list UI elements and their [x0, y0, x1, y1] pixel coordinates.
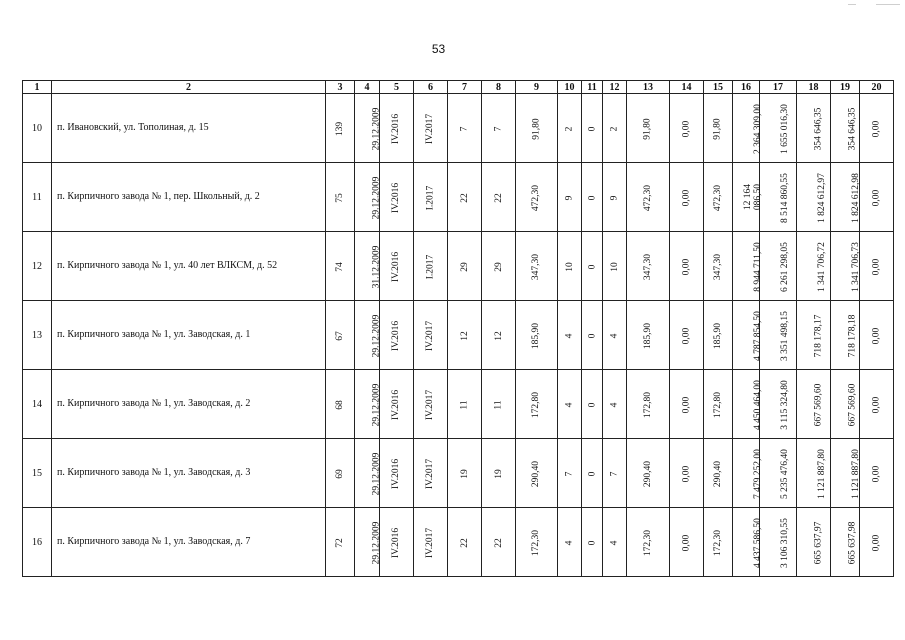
cell-value: 0,00	[871, 534, 882, 551]
cell-value: 1 824 612,98	[850, 172, 861, 223]
column-number: 11	[582, 81, 603, 94]
cell-value: 0,00	[871, 258, 882, 275]
value-cell	[326, 439, 355, 508]
cell-value: 7	[459, 126, 470, 131]
cell-value: 0,00	[681, 396, 692, 413]
cell-value: IV.2016	[391, 527, 402, 558]
cell-value: 4	[564, 402, 575, 407]
cell-value: 172,30	[713, 529, 723, 556]
cell-value: 29	[459, 261, 470, 272]
row-number-cell: 12	[23, 232, 52, 301]
value-cell	[414, 232, 448, 301]
column-number: 5	[380, 81, 414, 94]
value-cell	[326, 94, 355, 163]
value-cell	[733, 301, 763, 370]
value-cell	[355, 301, 380, 370]
value-cell	[558, 439, 582, 508]
value-cell	[670, 370, 704, 439]
value-cell	[627, 232, 670, 301]
cell-value: 172,80	[643, 391, 653, 418]
value-cell	[670, 94, 704, 163]
value-cell	[797, 439, 831, 508]
cell-value: 68	[335, 399, 345, 410]
value-cell	[860, 508, 894, 577]
value-cell	[380, 439, 414, 508]
cell-value: IV.2017	[425, 113, 436, 144]
value-cell	[627, 508, 670, 577]
cell-value: 0,00	[681, 327, 692, 344]
row-number-cell: 16	[23, 508, 52, 577]
column-number: 1	[23, 81, 52, 94]
cell-value: 1 341 706,73	[850, 241, 861, 292]
value-cell	[627, 94, 670, 163]
value-cell	[760, 232, 797, 301]
cell-value: 0,00	[871, 120, 882, 137]
address-cell: п. Кирпичного завода № 1, ул. 40 лет ВЛКСМ, д. 52	[52, 232, 326, 301]
value-cell	[760, 301, 797, 370]
address-cell: п. Кирпичного завода № 1, пер. Школьный, д. 2	[52, 163, 326, 232]
value-cell	[704, 508, 733, 577]
cell-value: 0	[587, 471, 597, 476]
cell-value: 290,40	[531, 460, 542, 487]
table-row	[23, 94, 894, 163]
table-row	[23, 370, 894, 439]
cell-value: 67	[335, 330, 345, 341]
cell-value: 12	[493, 330, 504, 341]
value-cell	[414, 94, 448, 163]
cell-value: 3 115 324,80	[779, 379, 790, 430]
value-cell	[860, 301, 894, 370]
cell-value: 185,90	[713, 322, 723, 349]
cell-value: 472,30	[713, 184, 723, 211]
value-cell	[414, 439, 448, 508]
value-cell	[380, 94, 414, 163]
cell-value: 4	[609, 540, 620, 545]
value-cell	[582, 301, 603, 370]
cell-value: 0,00	[871, 189, 882, 206]
value-cell	[831, 508, 860, 577]
value-cell	[516, 163, 558, 232]
value-cell	[733, 370, 763, 439]
cell-value: 665 637,97	[813, 521, 824, 564]
cell-value: 0,00	[871, 327, 882, 344]
value-cell	[414, 508, 448, 577]
value-cell	[482, 439, 516, 508]
cell-value: 4	[564, 333, 575, 338]
cell-value: 347,30	[713, 253, 723, 280]
cell-value: 29.12.2009	[371, 383, 382, 426]
column-number: 16	[733, 81, 760, 94]
cell-value: 22	[493, 192, 504, 203]
cell-value: 667 569,60	[847, 383, 858, 426]
cell-value: 9	[609, 195, 620, 200]
cell-value: 29	[493, 261, 504, 272]
value-cell	[603, 370, 627, 439]
value-cell	[627, 163, 670, 232]
address-cell: п. Кирпичного завода № 1, ул. Заводская, д. 2	[52, 370, 326, 439]
value-cell	[326, 232, 355, 301]
cell-value: 172,80	[531, 391, 542, 418]
column-number: 6	[414, 81, 448, 94]
address-cell: п. Кирпичного завода № 1, ул. Заводская, д. 3	[52, 439, 326, 508]
value-cell	[733, 163, 763, 232]
cell-value: 718 178,17	[813, 314, 824, 357]
value-cell	[627, 439, 670, 508]
row-number-cell: 10	[23, 94, 52, 163]
value-cell	[760, 508, 797, 577]
value-cell	[558, 370, 582, 439]
value-cell	[582, 94, 603, 163]
table-row	[23, 232, 894, 301]
value-cell	[733, 232, 763, 301]
cell-value: 19	[459, 468, 470, 479]
cell-value: 74	[335, 261, 345, 272]
cell-value: 4 450 464,00	[752, 379, 763, 430]
value-cell	[414, 163, 448, 232]
cell-value: 29.12.2009	[371, 107, 382, 150]
value-cell	[558, 232, 582, 301]
column-number: 8	[482, 81, 516, 94]
column-number: 9	[516, 81, 558, 94]
cell-value: 2	[609, 126, 620, 131]
value-cell	[603, 163, 627, 232]
cell-value: 1 121 887,80	[850, 448, 861, 499]
value-cell	[448, 94, 482, 163]
value-cell	[831, 370, 860, 439]
value-cell	[355, 232, 380, 301]
value-cell	[380, 301, 414, 370]
value-cell	[603, 439, 627, 508]
cell-value: 10	[564, 261, 575, 272]
cell-value: 4	[609, 333, 620, 338]
cell-value: 22	[459, 537, 470, 548]
value-cell	[482, 301, 516, 370]
cell-value: 472,30	[643, 184, 653, 211]
value-cell	[516, 370, 558, 439]
value-cell	[558, 301, 582, 370]
value-cell	[380, 370, 414, 439]
cell-value: 7	[493, 126, 504, 131]
cell-value: IV.2016	[391, 389, 402, 420]
value-cell	[582, 370, 603, 439]
cell-value: IV.2017	[425, 527, 436, 558]
cell-value: 665 637,98	[847, 521, 858, 564]
cell-value: 290,40	[643, 460, 653, 487]
value-cell	[482, 232, 516, 301]
value-cell	[558, 508, 582, 577]
column-number: 10	[558, 81, 582, 94]
cell-value: 19	[493, 468, 504, 479]
value-cell	[516, 508, 558, 577]
value-cell	[831, 232, 860, 301]
column-number: 18	[797, 81, 831, 94]
value-cell	[582, 163, 603, 232]
value-cell	[627, 370, 670, 439]
value-cell	[516, 232, 558, 301]
value-cell	[355, 508, 380, 577]
value-cell	[582, 508, 603, 577]
cell-value: 0,00	[681, 120, 692, 137]
value-cell	[355, 439, 380, 508]
value-cell	[448, 301, 482, 370]
column-number: 13	[627, 81, 670, 94]
value-cell	[448, 163, 482, 232]
cell-value: IV.2016	[391, 113, 402, 144]
value-cell	[760, 163, 797, 232]
cell-value: 29.12.2009	[371, 176, 382, 219]
value-cell	[448, 439, 482, 508]
value-cell	[733, 439, 763, 508]
value-cell	[603, 508, 627, 577]
value-cell	[831, 94, 860, 163]
cell-value: 10	[609, 261, 620, 272]
cell-value: 4	[564, 540, 575, 545]
cell-value: 29.12.2009	[371, 452, 382, 495]
cell-value: 718 178,18	[847, 314, 858, 357]
value-cell	[355, 94, 380, 163]
value-cell	[482, 370, 516, 439]
value-cell	[627, 301, 670, 370]
cell-value: 1 655 016,30	[779, 103, 790, 154]
value-cell	[355, 163, 380, 232]
cell-value: 91,80	[531, 117, 542, 140]
value-cell	[704, 94, 733, 163]
column-number: 20	[860, 81, 894, 94]
cell-value: 91,80	[713, 117, 723, 140]
cell-value: 2 364 309,00	[752, 103, 763, 154]
cell-value: 12 164 086,50	[743, 183, 763, 211]
value-cell	[704, 370, 733, 439]
cell-value: 91,80	[643, 117, 653, 140]
value-cell	[582, 439, 603, 508]
cell-value: 290,40	[713, 460, 723, 487]
scan-mark	[876, 4, 900, 5]
cell-value: 0,00	[681, 465, 692, 482]
cell-value: 0	[587, 126, 597, 131]
value-cell	[516, 301, 558, 370]
cell-value: 8 944 711,50	[752, 241, 763, 292]
value-cell	[326, 508, 355, 577]
value-cell	[355, 370, 380, 439]
cell-value: 3 351 498,15	[779, 310, 790, 361]
value-cell	[733, 94, 763, 163]
cell-value: 185,90	[643, 322, 653, 349]
cell-value: 5 235 476,40	[779, 448, 790, 499]
value-cell	[704, 163, 733, 232]
cell-value: 185,90	[531, 322, 542, 349]
value-cell	[670, 232, 704, 301]
cell-value: 4 437 586,50	[752, 517, 763, 568]
cell-value: 0,00	[681, 189, 692, 206]
table-row	[23, 301, 894, 370]
value-cell	[326, 370, 355, 439]
value-cell	[414, 301, 448, 370]
value-cell	[380, 508, 414, 577]
value-cell	[326, 163, 355, 232]
value-cell	[516, 439, 558, 508]
cell-value: 139	[335, 121, 345, 136]
cell-value: 172,80	[713, 391, 723, 418]
value-cell	[448, 370, 482, 439]
cell-value: 1 824 612,97	[816, 172, 827, 223]
cell-value: 2	[564, 126, 575, 131]
value-cell	[558, 163, 582, 232]
row-number-cell: 15	[23, 439, 52, 508]
cell-value: 4 787 854,50	[752, 310, 763, 361]
cell-value: I.2017	[425, 185, 436, 210]
cell-value: 667 569,60	[813, 383, 824, 426]
cell-value: 0	[587, 402, 597, 407]
cell-value: IV.2017	[425, 458, 436, 489]
value-cell	[582, 232, 603, 301]
value-cell	[760, 370, 797, 439]
cell-value: 72	[335, 537, 345, 548]
value-cell	[448, 508, 482, 577]
value-cell	[760, 439, 797, 508]
cell-value: 1 341 706,72	[816, 241, 827, 292]
cell-value: 75	[335, 192, 345, 203]
column-number: 2	[52, 81, 326, 94]
cell-value: 3 106 310,55	[779, 517, 790, 568]
value-cell	[380, 232, 414, 301]
column-number: 4	[355, 81, 380, 94]
address-cell: п. Ивановский, ул. Тополиная, д. 15	[52, 94, 326, 163]
cell-value: 347,30	[531, 253, 542, 280]
cell-value: 172,30	[531, 529, 542, 556]
value-cell	[831, 163, 860, 232]
cell-value: I.2017	[425, 254, 436, 279]
column-number: 3	[326, 81, 355, 94]
value-cell	[860, 370, 894, 439]
scan-mark	[848, 4, 856, 5]
column-number: 12	[603, 81, 627, 94]
value-cell	[482, 163, 516, 232]
cell-value: IV.2017	[425, 320, 436, 351]
cell-value: 29.12.2009	[371, 521, 382, 564]
value-cell	[603, 232, 627, 301]
value-cell	[380, 163, 414, 232]
value-cell	[797, 94, 831, 163]
address-cell: п. Кирпичного завода № 1, ул. Заводская, д. 1	[52, 301, 326, 370]
value-cell	[797, 301, 831, 370]
cell-value: 0	[587, 333, 597, 338]
cell-value: IV.2016	[391, 182, 402, 213]
value-cell	[860, 439, 894, 508]
value-cell	[448, 232, 482, 301]
cell-value: 22	[459, 192, 470, 203]
value-cell	[482, 508, 516, 577]
value-cell	[670, 508, 704, 577]
address-cell: п. Кирпичного завода № 1, ул. Заводская, д. 7	[52, 508, 326, 577]
page-number: 53	[431, 42, 446, 56]
cell-value: 7	[564, 471, 575, 476]
cell-value: 31.12.2009	[371, 245, 382, 288]
cell-value: 347,30	[643, 253, 653, 280]
cell-value: 472,30	[531, 184, 542, 211]
value-cell	[797, 232, 831, 301]
value-cell	[831, 301, 860, 370]
value-cell	[704, 439, 733, 508]
cell-value: 11	[459, 399, 470, 410]
header-row	[23, 81, 894, 94]
value-cell	[326, 301, 355, 370]
cell-value: 0,00	[871, 465, 882, 482]
value-cell	[670, 301, 704, 370]
cell-value: 69	[335, 468, 345, 479]
cell-value: 22	[493, 537, 504, 548]
cell-value: 29.12.2009	[371, 314, 382, 357]
column-number: 14	[670, 81, 704, 94]
value-cell	[760, 94, 797, 163]
table-row	[23, 508, 894, 577]
value-cell	[603, 94, 627, 163]
column-number: 19	[831, 81, 860, 94]
register-table	[22, 80, 894, 577]
cell-value: 7 479 252,00	[752, 448, 763, 499]
cell-value: 1 121 887,80	[816, 448, 827, 499]
cell-value: IV.2017	[425, 389, 436, 420]
value-cell	[704, 232, 733, 301]
cell-value: 0,00	[681, 534, 692, 551]
cell-value: 354 646,35	[813, 107, 824, 150]
value-cell	[670, 439, 704, 508]
value-cell	[860, 163, 894, 232]
value-cell	[797, 163, 831, 232]
cell-value: 6 261 298,05	[779, 241, 790, 292]
column-number: 15	[704, 81, 733, 94]
value-cell	[603, 301, 627, 370]
cell-value: 172,30	[643, 529, 653, 556]
value-cell	[860, 94, 894, 163]
cell-value: 8 514 860,55	[779, 172, 790, 223]
cell-value: 12	[459, 330, 470, 341]
cell-value: IV.2016	[391, 320, 402, 351]
value-cell	[797, 370, 831, 439]
cell-value: 11	[493, 399, 504, 410]
value-cell	[733, 508, 763, 577]
value-cell	[670, 163, 704, 232]
cell-value: 4	[609, 402, 620, 407]
value-cell	[414, 370, 448, 439]
cell-value: 9	[564, 195, 575, 200]
cell-value: 0,00	[681, 258, 692, 275]
value-cell	[860, 232, 894, 301]
cell-value: 0	[587, 540, 597, 545]
cell-value: 0,00	[871, 396, 882, 413]
cell-value: 7	[609, 471, 620, 476]
row-number-cell: 13	[23, 301, 52, 370]
cell-value: 0	[587, 195, 597, 200]
column-number: 17	[760, 81, 797, 94]
cell-value: IV.2016	[391, 458, 402, 489]
value-cell	[516, 94, 558, 163]
table-row	[23, 439, 894, 508]
value-cell	[558, 94, 582, 163]
cell-value: IV.2016	[391, 251, 402, 282]
value-cell	[831, 439, 860, 508]
row-number-cell: 14	[23, 370, 52, 439]
row-number-cell: 11	[23, 163, 52, 232]
value-cell	[797, 508, 831, 577]
value-cell	[482, 94, 516, 163]
table-row	[23, 163, 894, 232]
cell-value: 0	[587, 264, 597, 269]
column-number: 7	[448, 81, 482, 94]
value-cell	[704, 301, 733, 370]
cell-value: 354 646,35	[847, 107, 858, 150]
